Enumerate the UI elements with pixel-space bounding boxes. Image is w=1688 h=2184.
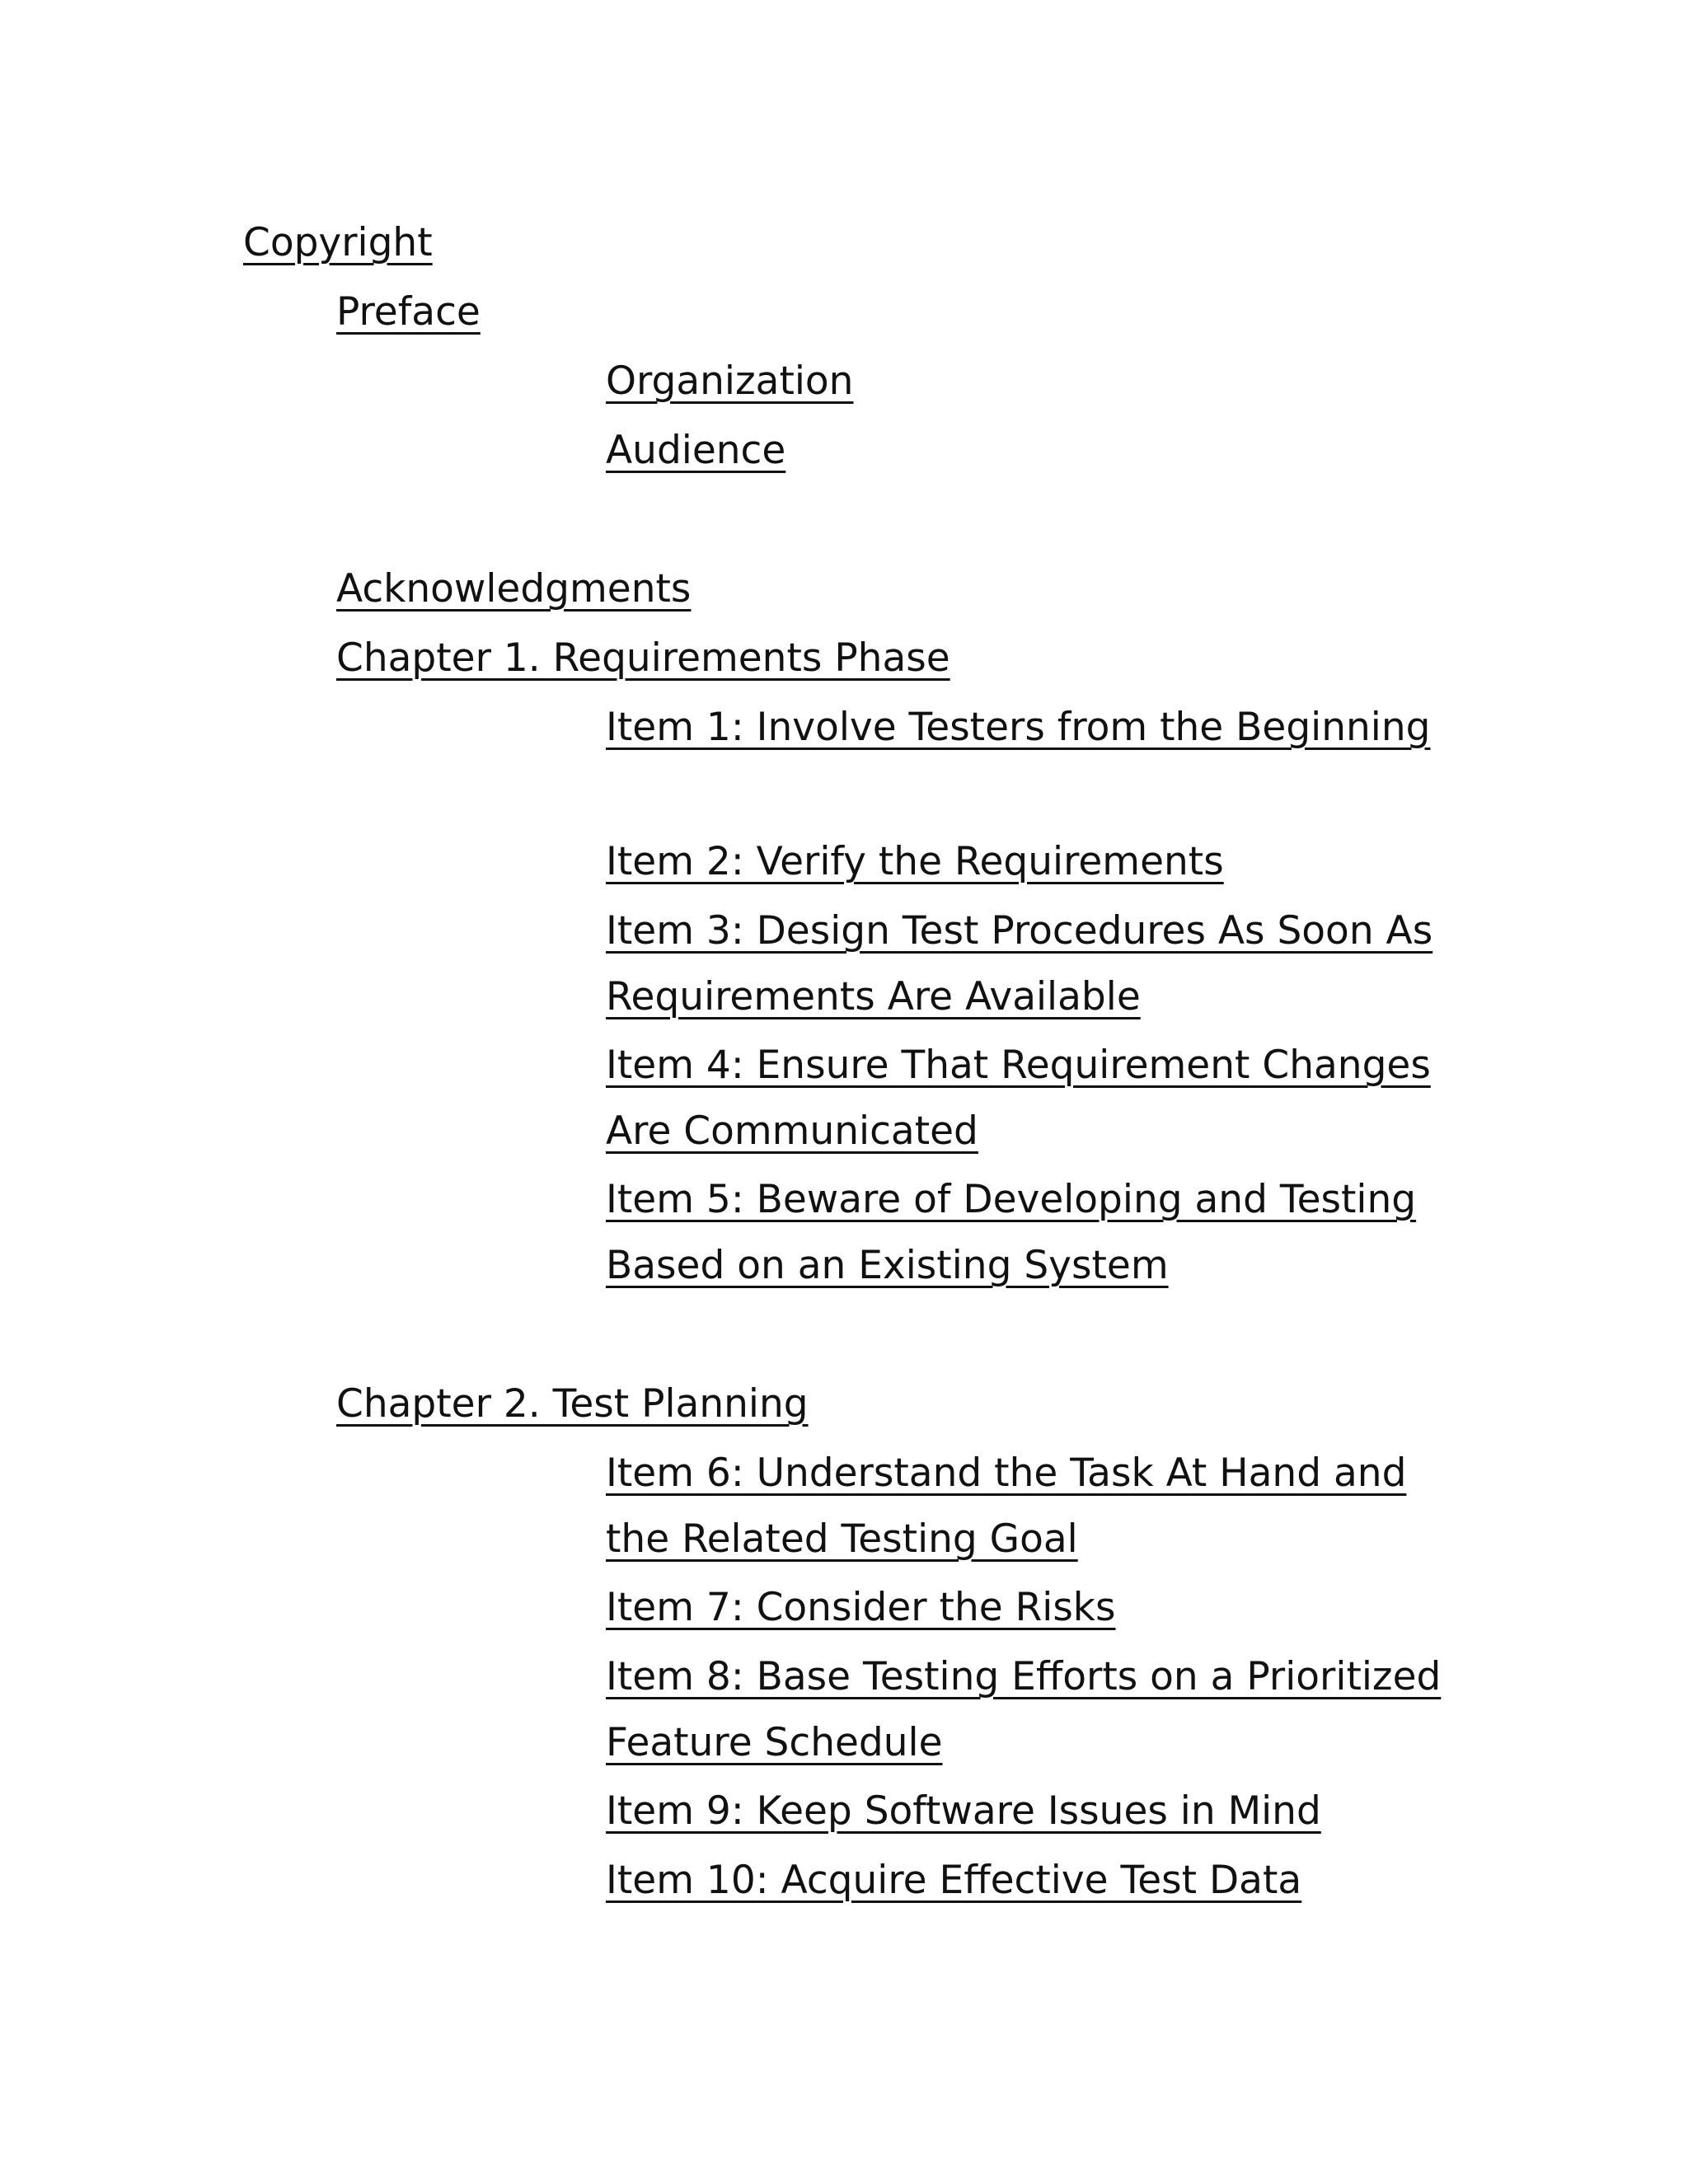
toc-link-item-6[interactable]: Item 6: Understand the Task At Hand and the Related Testing Goal <box>606 1451 1407 1562</box>
toc-link-audience[interactable]: Audience <box>606 428 786 473</box>
toc-link-chapter-2[interactable]: Chapter 2. Test Planning <box>336 1381 809 1427</box>
toc-link-item-10[interactable]: Item 10: Acquire Effective Test Data <box>606 1858 1302 1903</box>
toc-link-organization[interactable]: Organization <box>606 359 854 404</box>
toc-link-copyright[interactable]: Copyright <box>243 220 433 265</box>
toc-link-item-7[interactable]: Item 7: Consider the Risks <box>606 1585 1116 1630</box>
toc-link-item-2[interactable]: Item 2: Verify the Requirements <box>606 839 1224 884</box>
toc-link-acknowledgments[interactable]: Acknowledgments <box>336 566 692 612</box>
toc-link-item-8[interactable]: Item 8: Base Testing Efforts on a Prioritized Feature Schedule <box>606 1654 1442 1765</box>
toc-link-chapter-1[interactable]: Chapter 1. Requirements Phase <box>336 635 950 681</box>
toc-link-item-9[interactable]: Item 9: Keep Software Issues in Mind <box>606 1788 1321 1834</box>
toc-link-preface[interactable]: Preface <box>336 289 481 335</box>
toc-link-item-1[interactable]: Item 1: Involve Testers from the Beginning <box>606 705 1431 750</box>
toc-link-item-3[interactable]: Item 3: Design Test Procedures As Soon As Requirements Are Available <box>606 908 1433 1019</box>
toc-link-item-5[interactable]: Item 5: Beware of Developing and Testing Based on an Existing System <box>606 1177 1417 1288</box>
toc-link-item-4[interactable]: Item 4: Ensure That Requirement Changes Are Communicated <box>606 1043 1431 1154</box>
